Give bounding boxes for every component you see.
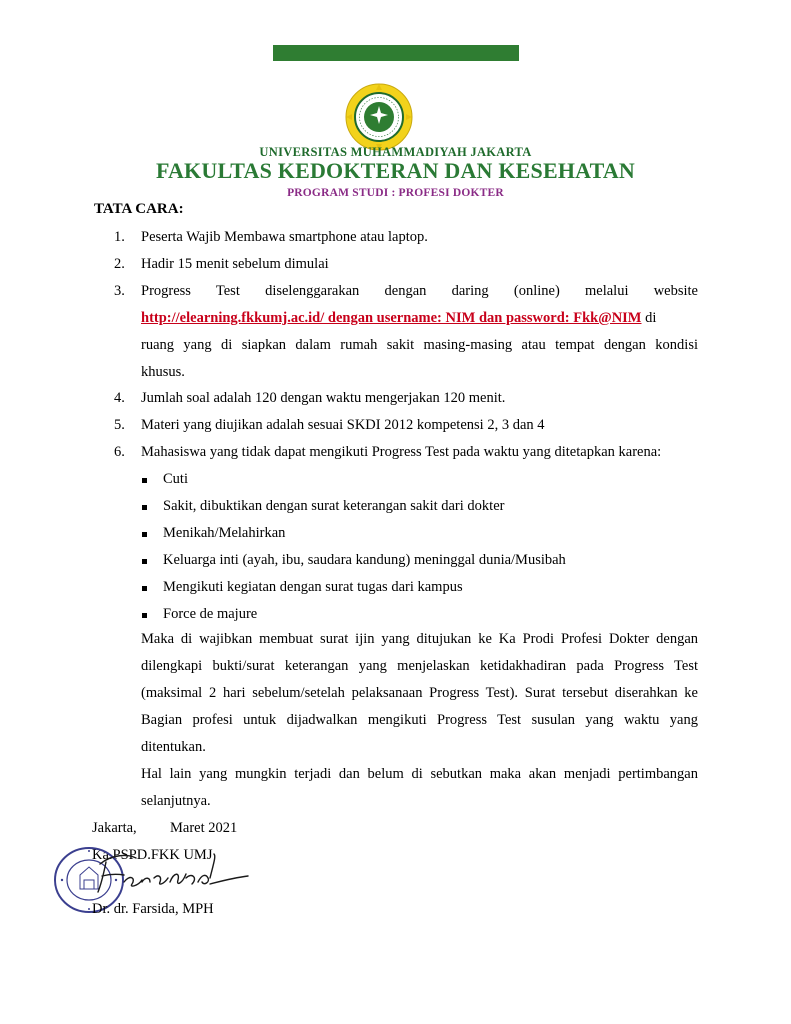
list-item: khusus. <box>141 364 185 380</box>
paragraph-line: (maksimal 2 hari sebelum/setelah pelaksanaan Progress Test). Surat tersebut diserahkan ke <box>141 685 698 701</box>
signatory-name: Dr. dr. Farsida, MPH <box>92 901 214 917</box>
item-number: 2. <box>114 256 125 272</box>
bullet-item: Menikah/Melahirkan <box>163 525 286 541</box>
program-name: PROGRAM STUDI : PROFESI DOKTER <box>287 187 504 199</box>
bullet-item: Keluarga inti (ayah, ibu, saudara kandung) meninggal dunia/Musibah <box>163 552 566 568</box>
paragraph-line: selanjutnya. <box>141 793 211 809</box>
item-number: 6. <box>114 444 125 460</box>
paragraph-line: Hal lain yang mungkin terjadi dan belum di sebutkan maka akan menjadi pertimbangan <box>141 766 698 782</box>
list-item: Jumlah soal adalah 120 dengan waktu mengerjakan 120 menit. <box>141 390 506 406</box>
header-bar <box>273 45 519 61</box>
university-name: UNIVERSITAS MUHAMMADIYAH JAKARTA <box>259 145 532 159</box>
list-item: Progress Test diselenggarakan dengan daring (online) melalui website <box>141 283 698 299</box>
bullet-marker <box>142 586 147 591</box>
bullet-marker <box>142 505 147 510</box>
elearning-link[interactable]: http://elearning.fkkumj.ac.id/ dengan username: NIM dan password: Fkk@NIM <box>141 310 642 326</box>
handwritten-signature-icon <box>82 848 252 898</box>
paragraph-line: ditentukan. <box>141 739 206 755</box>
list-item-link-line <box>141 310 698 327</box>
list-item: Hadir 15 menit sebelum dimulai <box>141 256 329 272</box>
bullet-marker <box>142 532 147 537</box>
link-suffix: di <box>641 310 657 326</box>
bullet-item: Mengikuti kegiatan dengan surat tugas dari kampus <box>163 579 463 595</box>
university-seal-icon <box>344 82 414 152</box>
faculty-name: FAKULTAS KEDOKTERAN DAN KESEHATAN <box>155 158 636 183</box>
bullet-item: Force de majure <box>163 606 258 622</box>
signatory-title: Ka.PSPD.FKK UMJ <box>92 847 213 863</box>
list-item: Peserta Wajib Membawa smartphone atau laptop. <box>141 229 428 245</box>
bullet-marker <box>142 478 147 483</box>
bullet-item: Sakit, dibuktikan dengan surat keterangan sakit dari dokter <box>163 498 505 514</box>
bullet-marker <box>142 559 147 564</box>
section-heading: TATA CARA: <box>94 201 184 217</box>
bullet-marker <box>142 613 147 618</box>
list-item: Materi yang diujikan adalah sesuai SKDI 2012 kompetensi 2, 3 dan 4 <box>141 417 545 433</box>
list-item: Mahasiswa yang tidak dapat mengikuti Progress Test pada waktu yang ditetapkan karena: <box>141 444 662 460</box>
bullet-item: Cuti <box>163 471 188 487</box>
item-number: 5. <box>114 417 125 433</box>
item-number: 3. <box>114 283 125 299</box>
place-label: Jakarta, <box>92 820 137 836</box>
paragraph-line: Bagian profesi untuk dijadwalkan mengikuti Progress Test susulan yang waktu yang <box>141 712 698 728</box>
list-item: ruang yang di siapkan dalam rumah sakit masing-masing atau tempat dengan kondisi <box>141 337 698 353</box>
paragraph-line: dilengkapi bukti/surat keterangan yang menjelaskan ketidakhadiran pada Progress Test <box>141 658 698 674</box>
paragraph-line: Maka di wajibkan membuat surat ijin yang ditujukan ke Ka Prodi Profesi Dokter dengan <box>141 631 698 647</box>
item-number: 4. <box>114 390 125 406</box>
item-number: 1. <box>114 229 125 245</box>
date-label: Maret 2021 <box>170 820 238 836</box>
